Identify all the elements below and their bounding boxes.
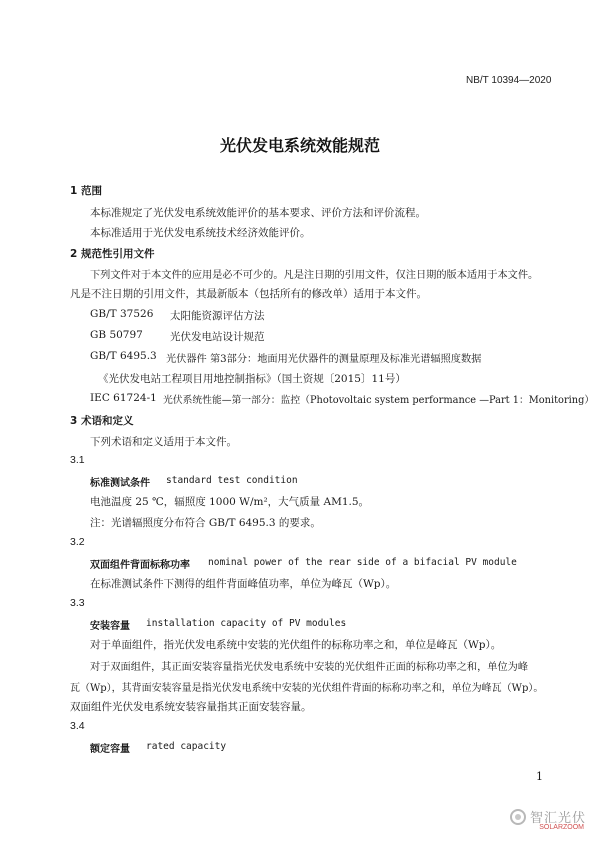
- term-cn: 安装容量: [90, 621, 130, 632]
- ref-name: 光伏发电站设计规范: [170, 331, 265, 343]
- section-1-para-2: 本标准适用于光伏发电系统技术经济效能评价。: [90, 227, 311, 239]
- term-definition: 对于双面组件，其正面安装容量指光伏发电系统中安装的光伏组件正面的标称功率之和，单位为峰: [90, 662, 529, 673]
- page-number: 1: [536, 770, 543, 783]
- term-number: 3.4: [70, 720, 85, 732]
- section-2-intro-line-2: 凡是不注日期的引用文件，其最新版本（包括所有的修改单）适用于本文件。: [70, 288, 427, 300]
- term-number: 3.3: [70, 597, 85, 609]
- ref-code: IEC 61724-1: [90, 392, 157, 404]
- ref-name: 太阳能资源评估方法: [170, 310, 265, 322]
- section-1-heading: 1 范围: [70, 185, 102, 197]
- term-definition: 对于单面组件，指光伏发电系统中安装的光伏组件的标称功率之和，单位是峰瓦（Wp）。: [90, 639, 502, 651]
- section-3-intro: 下列术语和定义适用于本文件。: [90, 436, 237, 448]
- wechat-icon: [510, 809, 526, 825]
- section-2-heading: 2 规范性引用文件: [70, 248, 155, 260]
- term-definition: 在标准测试条件下测得的组件背面峰值功率，单位为峰瓦（Wp）。: [90, 578, 397, 590]
- term-definition: 电池温度 25 ℃，辐照度 1000 W/m²，大气质量 AM1.5。: [90, 496, 370, 508]
- section-2-intro-line-1: 下列文件对于本文件的应用是必不可少的。凡是注日期的引用文件，仅注日期的版本适用于本文件。: [90, 270, 539, 281]
- term-definition: 双面组件光伏发电系统安装容量指其正面安装容量。: [70, 701, 312, 713]
- document-title: 光伏发电系统效能规范: [219, 136, 380, 155]
- term-number: 3.2: [70, 536, 85, 548]
- ref-name: 光伏系统性能—第一部分：监控（Photovoltaic system performance —Part 1：Monitoring）: [163, 395, 595, 406]
- term-en: nominal power of the rear side of a bifacial PV module: [208, 557, 517, 568]
- ref-name: 《光伏发电站工程项目用地控制指标》（国土资规〔2015〕11号）: [98, 373, 406, 385]
- standard-number: NB/T 10394—2020: [466, 75, 552, 86]
- ref-code: GB/T 37526: [90, 308, 154, 320]
- term-en: rated capacity: [146, 741, 227, 752]
- ref-code: GB/T 6495.3: [90, 350, 157, 362]
- ref-name: 光伏器件 第3部分：地面用光伏器件的测量原理及标准光谱辐照度数据: [166, 354, 482, 365]
- watermark-text: 智汇光伏: [529, 811, 586, 826]
- ref-code: GB 50797: [90, 329, 143, 341]
- section-1-para-1: 本标准规定了光伏发电系统效能评价的基本要求、评价方法和评价流程。: [90, 207, 426, 219]
- term-cn: 双面组件背面标称功率: [90, 560, 190, 571]
- watermark-sub: SOLARZOOM: [539, 824, 584, 831]
- term-cn: 额定容量: [90, 744, 130, 755]
- term-en: standard test condition: [166, 475, 298, 486]
- term-note: 注：光谱辐照度分布符合 GB/T 6495.3 的要求。: [90, 517, 321, 529]
- term-number: 3.1: [70, 454, 85, 466]
- term-en: installation capacity of PV modules: [146, 618, 347, 629]
- term-cn: 标准测试条件: [90, 478, 150, 489]
- term-definition: 瓦（Wp），其背面安装容量是指光伏发电系统中安装的光伏组件背面的标称功率之和，单位为峰瓦（Wp）。: [70, 683, 544, 694]
- watermark: [510, 807, 586, 831]
- section-3-heading: 3 术语和定义: [70, 415, 134, 427]
